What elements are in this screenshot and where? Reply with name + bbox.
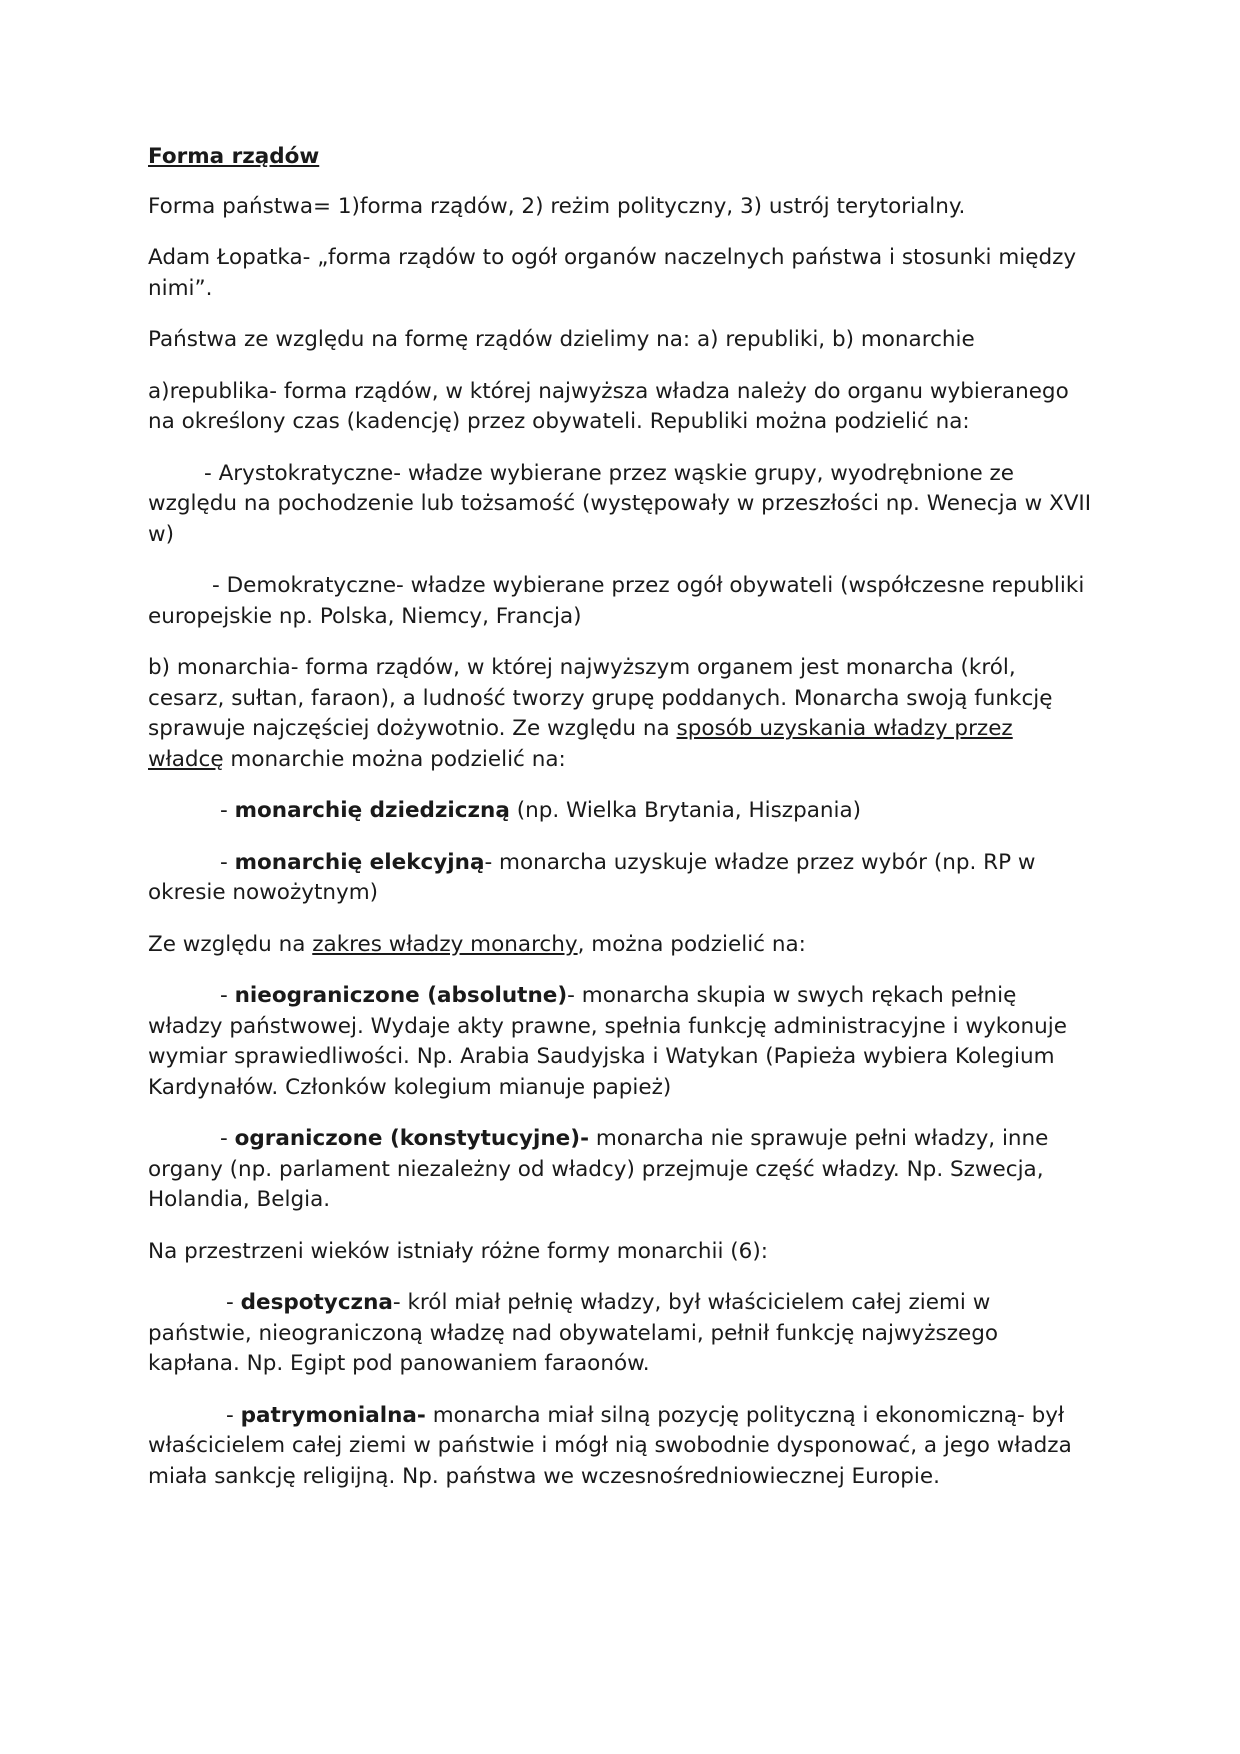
elective-text: - monarcha uzyskuje władze przez wybór (np. RP w okresie nowożytnym) — [148, 849, 1036, 905]
patrimonial-term: patrymonialna- — [240, 1402, 426, 1428]
scope-text-a: Ze względu na — [148, 931, 313, 957]
list-item-democratic: - Demokratyczne- władze wybierane przez ogół obywateli (współczesne republiki europejskie np. Polska, Niemcy, Francja) — [148, 573, 1085, 629]
list-item-constitutional — [148, 1124, 1093, 1216]
list-item-patrimonial — [148, 1401, 1093, 1493]
document-body — [148, 142, 1093, 1513]
monarchy-underlined-phrase: sposób uzyskania władzy przez władcę — [148, 716, 1013, 772]
list-dash: - — [220, 1126, 235, 1151]
list-item-hereditary — [148, 796, 1093, 827]
paragraph-monarchy — [148, 653, 1093, 775]
patrimonial-text: monarcha miał silną pozycję polityczną i ekonomiczną- był właścicielem całej ziemi w państwie i mógł nią swobodnie dysponować, a jego władza miała sankcję religijną. Np. państwa we wczesnośredniowiecznej Europie. — [148, 1402, 1072, 1489]
scope-text-b: , można podzielić na: — [577, 931, 806, 957]
constitutional-text: monarcha nie sprawuje pełni władzy, inne organy (np. parlament niezależny od władcy) przejmuje część władzy. Np. Szwecja, Holandia, Belgia. — [148, 1126, 1049, 1212]
despotic-text: - król miał pełnię władzy, był właścicielem całej ziemi w państwie, nieograniczoną władzę nad obywatelami, pełnił funkcję najwyższego kapłana. Np. Egipt pod panowaniem faraonów. — [148, 1290, 999, 1376]
hereditary-term: monarchię dziedziczną — [234, 798, 510, 823]
paragraph-division: Państwa ze względu na formę rządów dzielimy na: a) republiki, b) monarchie — [148, 327, 975, 352]
absolute-text: - monarcha skupia w swych rękach pełnię władzy państwowej. Wydaje akty prawne, spełnia funkcję administracyjne i wykonuje wymiar sprawiedliwości. Np. Arabia Saudyjska i Watykan (Papieża wybiera Kolegium Kardynałów. Członków kolegium mianuje papież) — [148, 983, 1067, 1100]
hereditary-text: (np. Wielka Brytania, Hiszpania) — [509, 798, 862, 823]
scope-underlined-phrase: zakres władzy monarchy — [312, 931, 578, 957]
paragraph-forms-of-monarchy: Na przestrzeni wieków istniały różne formy monarchii (6): — [148, 1238, 768, 1264]
monarchy-text-b: monarchie można podzielić na: — [223, 746, 566, 772]
absolute-term: nieograniczone (absolutne) — [234, 983, 568, 1008]
elective-term: monarchię elekcyjną — [234, 849, 485, 875]
list-item-aristocratic: - Arystokratyczne- władze wybierane przez wąskie grupy, wyodrębnione ze względu na pochodzenie lub tożsamość (występowały w przeszłości np. Wenecja w XVII w) — [148, 460, 1092, 547]
paragraph-lopatka-quote: Adam Łopatka- „forma rządów to ogół organów naczelnych państwa i stosunki między nimi”. — [148, 245, 1077, 301]
despotic-term: despotyczna — [240, 1290, 393, 1315]
list-item-despotic — [148, 1288, 1093, 1380]
monarchy-text-a: b) monarchia- forma rządów, w której najwyższym organem jest monarcha (król, cesarz, sułtan, faraon), a ludność tworzy grupę poddanych. Monarcha swoją funkcję sprawuje najczęściej dożywotnio. Ze względu na — [148, 655, 1053, 741]
paragraph-scope — [148, 930, 1093, 961]
list-dash: - — [226, 1402, 241, 1428]
list-item-absolute — [148, 981, 1093, 1103]
list-dash: - — [220, 849, 235, 875]
paragraph-republic: a)republika- forma rządów, w której najwyższa władza należy do organu wybieranego na określony czas (kadencję) przez obywateli. Republiki można podzielić na: — [148, 378, 1069, 434]
list-dash: - — [220, 798, 235, 823]
list-item-elective — [148, 848, 1093, 909]
list-dash: - — [226, 1290, 241, 1315]
list-dash: - — [220, 983, 235, 1008]
page-title: Forma rządów — [148, 144, 320, 169]
paragraph-form-of-state: Forma państwa= 1)forma rządów, 2) reżim polityczny, 3) ustrój terytorialny. — [148, 193, 966, 219]
constitutional-term: ograniczone (konstytucyjne)- — [234, 1126, 590, 1151]
